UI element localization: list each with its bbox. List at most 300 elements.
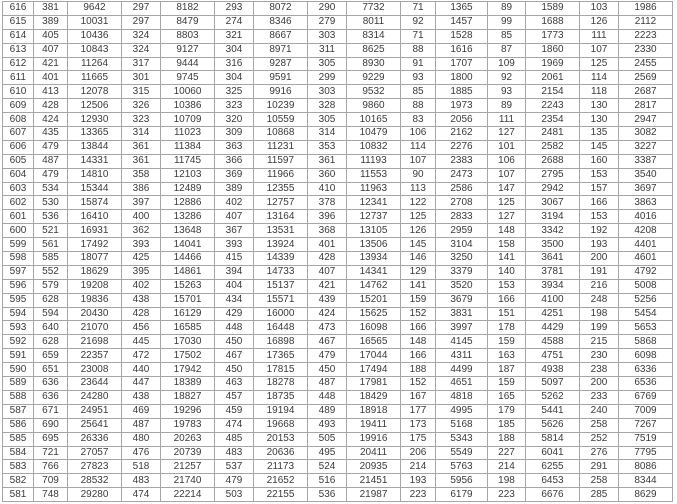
table-cell: 8930 [347,57,401,71]
table-cell: 11963 [347,182,401,196]
table-cell: 5814 [526,432,580,446]
table-row [3,85,673,99]
table-cell: 18077 [68,252,122,266]
table-cell: 93 [401,71,436,85]
table-cell: 367 [215,224,254,238]
table-cell: 89 [488,99,526,113]
table-cell: 5626 [526,418,580,432]
table-cell: 15201 [347,293,401,307]
table-cell: 3194 [526,210,580,224]
table-row [3,390,673,404]
table-row [3,474,673,488]
table-cell: 188 [488,432,526,446]
table-cell: 474 [122,488,161,502]
table-cell: 581 [3,488,34,502]
table-row [3,113,673,127]
table-cell: 614 [3,29,34,43]
table-cell: 153 [580,210,619,224]
table-cell: 320 [215,113,254,127]
table-cell: 6453 [526,474,580,488]
table-row [3,321,673,335]
table-cell: 421 [34,57,68,71]
table-cell: 3697 [619,182,673,196]
table-row [3,307,673,321]
table-cell: 11264 [68,57,122,71]
table-cell: 2056 [436,113,488,127]
table-cell: 552 [34,265,68,279]
table-cell: 153 [488,279,526,293]
table-cell: 200 [580,252,619,266]
table-cell: 8346 [254,15,308,29]
table-cell: 101 [488,140,526,154]
table-cell: 600 [3,224,34,238]
table-cell: 4818 [436,390,488,404]
table-cell: 21740 [161,474,215,488]
table-cell: 20430 [68,307,122,321]
table-cell: 389 [34,15,68,29]
table-cell: 192 [580,224,619,238]
table-cell: 191 [580,265,619,279]
table-cell: 11193 [347,154,401,168]
table-cell: 22214 [161,488,215,502]
table-cell: 5868 [619,335,673,349]
table-cell: 6676 [526,488,580,502]
table-cell: 309 [215,127,254,141]
table-cell: 9287 [254,57,308,71]
table-cell: 3934 [526,279,580,293]
table-cell: 166 [401,349,436,363]
table-cell: 2162 [436,127,488,141]
table-cell: 1616 [436,43,488,57]
table-cell: 152 [401,307,436,321]
table-cell: 317 [122,57,161,71]
table-cell: 12930 [68,113,122,127]
table-cell: 113 [401,182,436,196]
table-cell: 17365 [254,349,308,363]
table-cell: 602 [3,196,34,210]
table-cell: 592 [3,335,34,349]
table-cell: 21652 [254,474,308,488]
table-cell: 402 [215,196,254,210]
table-cell: 29280 [68,488,122,502]
table-row [3,238,673,252]
table-row [3,43,673,57]
table-cell: 636 [34,390,68,404]
table-row [3,418,673,432]
table-cell: 476 [122,446,161,460]
table-cell: 606 [3,140,34,154]
table-row [3,127,673,141]
table-cell: 421 [308,279,347,293]
table-cell: 2586 [436,182,488,196]
table-cell: 10386 [161,99,215,113]
table-cell: 608 [3,113,34,127]
table-cell: 2243 [526,99,580,113]
table-cell: 12078 [68,85,122,99]
table-cell: 410 [308,182,347,196]
table-cell: 589 [3,377,34,391]
table-cell: 5008 [619,279,673,293]
table-cell: 187 [488,363,526,377]
table-cell: 118 [580,85,619,99]
table-cell: 4651 [436,377,488,391]
table-cell: 748 [34,488,68,502]
table-cell: 401 [34,71,68,85]
table-row [3,404,673,418]
table-cell: 434 [215,293,254,307]
table-cell: 14466 [161,252,215,266]
table-cell: 651 [34,363,68,377]
table-cell: 362 [122,224,161,238]
table-cell: 472 [122,349,161,363]
table-cell: 15263 [161,279,215,293]
table-cell: 233 [580,390,619,404]
table-cell: 16000 [254,307,308,321]
table-cell: 87 [488,43,526,57]
table-cell: 126 [401,224,436,238]
table-cell: 13924 [254,238,308,252]
table-cell: 4311 [436,349,488,363]
table-cell: 127 [488,210,526,224]
table-cell: 324 [122,43,161,57]
table-cell: 487 [308,377,347,391]
table-cell: 15701 [161,293,215,307]
table-cell: 1365 [436,2,488,16]
table-cell: 107 [488,168,526,182]
table-cell: 3641 [526,252,580,266]
table-cell: 11023 [161,127,215,141]
table-cell: 148 [488,224,526,238]
table-cell: 381 [34,2,68,16]
table-cell: 591 [3,349,34,363]
table-cell: 353 [308,140,347,154]
table-cell: 8086 [619,460,673,474]
table-cell: 238 [580,363,619,377]
table-cell: 709 [34,474,68,488]
table-cell: 8314 [347,29,401,43]
table-cell: 603 [3,182,34,196]
table-cell: 92 [401,15,436,29]
table-cell: 582 [3,474,34,488]
table-cell: 145 [580,140,619,154]
table-cell: 99 [488,15,526,29]
table-cell: 114 [580,71,619,85]
table-cell: 3379 [436,265,488,279]
table-cell: 125 [580,57,619,71]
table-cell: 166 [580,196,619,210]
table-cell: 585 [34,252,68,266]
table-cell: 13286 [161,210,215,224]
table-cell: 407 [308,265,347,279]
table-cell: 17942 [161,363,215,377]
table-cell: 11665 [68,71,122,85]
table-cell: 536 [34,210,68,224]
table-cell: 611 [3,71,34,85]
table-cell: 19296 [161,404,215,418]
table-cell: 721 [34,446,68,460]
table-cell: 130 [580,99,619,113]
table-cell: 21451 [347,474,401,488]
table-cell: 2833 [436,210,488,224]
table-cell: 15874 [68,196,122,210]
table-cell: 393 [122,238,161,252]
table-cell: 167 [401,390,436,404]
table-cell: 13164 [254,210,308,224]
table-cell: 88 [401,43,436,57]
table-cell: 4751 [526,349,580,363]
table-cell: 17815 [254,363,308,377]
table-cell: 9444 [161,57,215,71]
table-cell: 10832 [347,140,401,154]
table-cell: 274 [215,15,254,29]
table-cell: 198 [488,474,526,488]
table-cell: 19916 [347,432,401,446]
table-cell: 561 [34,238,68,252]
table-cell: 16410 [68,210,122,224]
table-cell: 9532 [347,85,401,99]
table-cell: 405 [34,29,68,43]
table-cell: 147 [488,182,526,196]
table-cell: 314 [308,127,347,141]
table-cell: 6336 [619,363,673,377]
table-cell: 175 [401,432,436,446]
table-cell: 1800 [436,71,488,85]
table-cell: 16565 [347,335,401,349]
table-cell: 122 [401,196,436,210]
table-cell: 401 [308,238,347,252]
table-cell: 361 [122,140,161,154]
table-cell: 2383 [436,154,488,168]
table-cell: 3781 [526,265,580,279]
table-cell: 2330 [619,43,673,57]
table-cell: 4792 [619,265,673,279]
table-cell: 394 [215,265,254,279]
table-cell: 479 [308,349,347,363]
table-cell: 5441 [526,404,580,418]
table-cell: 439 [308,293,347,307]
table-cell: 3520 [436,279,488,293]
table-cell: 396 [308,210,347,224]
table-cell: 9591 [254,71,308,85]
table-cell: 15625 [347,307,401,321]
table-cell: 12506 [68,99,122,113]
table-cell: 610 [3,85,34,99]
table-cell: 479 [215,474,254,488]
table-cell: 599 [3,238,34,252]
table-cell: 159 [488,377,526,391]
table-cell: 5956 [436,474,488,488]
table-cell: 448 [308,390,347,404]
table-cell: 165 [488,390,526,404]
table-cell: 2112 [619,15,673,29]
table-cell: 13531 [254,224,308,238]
table-cell: 12757 [254,196,308,210]
table-cell: 1969 [526,57,580,71]
table-cell: 7732 [347,2,401,16]
table-cell: 146 [401,252,436,266]
table-row [3,252,673,266]
table-cell: 17492 [68,238,122,252]
table-cell: 13648 [161,224,215,238]
table-cell: 615 [3,15,34,29]
table-cell: 177 [401,404,436,418]
table-cell: 111 [488,113,526,127]
table-cell: 20739 [161,446,215,460]
table-cell: 14041 [161,238,215,252]
table-cell: 91 [401,57,436,71]
table-cell: 428 [122,307,161,321]
table-cell: 4429 [526,321,580,335]
table-cell: 141 [401,279,436,293]
table-cell: 587 [3,404,34,418]
table-cell: 400 [122,210,161,224]
table-cell: 14861 [161,265,215,279]
table-cell: 85 [488,29,526,43]
table-cell: 19411 [347,418,401,432]
table-cell: 424 [308,307,347,321]
table-row [3,2,673,16]
table-cell: 2154 [526,85,580,99]
table-cell: 9916 [254,85,308,99]
table-cell: 24951 [68,404,122,418]
table-cell: 16129 [161,307,215,321]
table-cell: 450 [215,335,254,349]
table-cell: 16898 [254,335,308,349]
table-cell: 198 [580,307,619,321]
table-cell: 11384 [161,140,215,154]
table-cell: 305 [308,57,347,71]
table-row [3,140,673,154]
table-cell: 429 [215,307,254,321]
table-cell: 584 [3,446,34,460]
table-cell: 23008 [68,363,122,377]
table-cell: 463 [215,377,254,391]
table-cell: 640 [34,321,68,335]
table-cell: 588 [3,390,34,404]
table-cell: 188 [401,363,436,377]
table-cell: 493 [308,418,347,432]
table-cell: 199 [580,321,619,335]
table-cell: 8479 [161,15,215,29]
table-cell: 2795 [526,168,580,182]
table-cell: 21070 [68,321,122,335]
table-cell: 3500 [526,238,580,252]
table-cell: 7795 [619,446,673,460]
table-cell: 185 [488,418,526,432]
table-cell: 153 [580,168,619,182]
table-cell: 200 [580,377,619,391]
table-cell: 2276 [436,140,488,154]
table-cell: 13934 [347,252,401,266]
table-cell: 11231 [254,140,308,154]
table-row [3,29,673,43]
table-cell: 448 [215,321,254,335]
table-cell: 1973 [436,99,488,113]
table-cell: 628 [34,335,68,349]
table-cell: 7267 [619,418,673,432]
table-cell: 8803 [161,29,215,43]
table-cell: 21987 [347,488,401,502]
table-cell: 107 [580,43,619,57]
table-cell: 10843 [68,43,122,57]
table-cell: 223 [401,488,436,502]
table-cell: 7009 [619,404,673,418]
table-cell: 285 [580,488,619,502]
table-cell: 5097 [526,377,580,391]
table-cell: 17502 [161,349,215,363]
table-cell: 20263 [161,432,215,446]
table-cell: 5343 [436,432,488,446]
table-cell: 5256 [619,293,673,307]
table-cell: 2061 [526,71,580,85]
table-cell: 88 [401,99,436,113]
table-cell: 145 [401,238,436,252]
table-cell: 393 [215,238,254,252]
table-cell: 71 [401,29,436,43]
table-cell: 290 [308,2,347,16]
table-cell: 21173 [254,460,308,474]
table-cell: 223 [488,488,526,502]
table-cell: 103 [580,2,619,16]
table-cell: 20935 [347,460,401,474]
table-cell: 450 [215,363,254,377]
table-cell: 489 [308,404,347,418]
table-cell: 316 [215,57,254,71]
table-cell: 10709 [161,113,215,127]
table-cell: 2582 [526,140,580,154]
table-cell: 435 [34,127,68,141]
table-cell: 2455 [619,57,673,71]
table-row [3,154,673,168]
table-cell: 252 [580,432,619,446]
table-cell: 18389 [161,377,215,391]
table-cell: 361 [122,154,161,168]
table-cell: 659 [34,349,68,363]
table-cell: 671 [34,404,68,418]
table-cell: 4208 [619,224,673,238]
table-cell: 20153 [254,432,308,446]
table-cell: 3067 [526,196,580,210]
table-cell: 109 [488,57,526,71]
table-cell: 129 [401,265,436,279]
table-cell: 9127 [161,43,215,57]
table-cell: 467 [308,335,347,349]
table-cell: 2959 [436,224,488,238]
table-cell: 2947 [619,113,673,127]
table-cell: 314 [122,127,161,141]
table-cell: 15571 [254,293,308,307]
table-cell: 4588 [526,335,580,349]
table-cell: 9745 [161,71,215,85]
table-cell: 299 [308,71,347,85]
table-cell: 163 [488,349,526,363]
table-cell: 215 [580,335,619,349]
table-cell: 479 [34,140,68,154]
table-cell: 636 [34,377,68,391]
table-cell: 447 [122,377,161,391]
table-cell: 487 [34,154,68,168]
table-cell: 227 [488,446,526,460]
table-cell: 3082 [619,127,673,141]
table-cell: 301 [122,71,161,85]
table-cell: 3679 [436,293,488,307]
table-cell: 13365 [68,127,122,141]
table-cell: 11553 [347,168,401,182]
table-cell: 386 [122,182,161,196]
table-cell: 10479 [347,127,401,141]
table-cell: 3831 [436,307,488,321]
table-cell: 1707 [436,57,488,71]
